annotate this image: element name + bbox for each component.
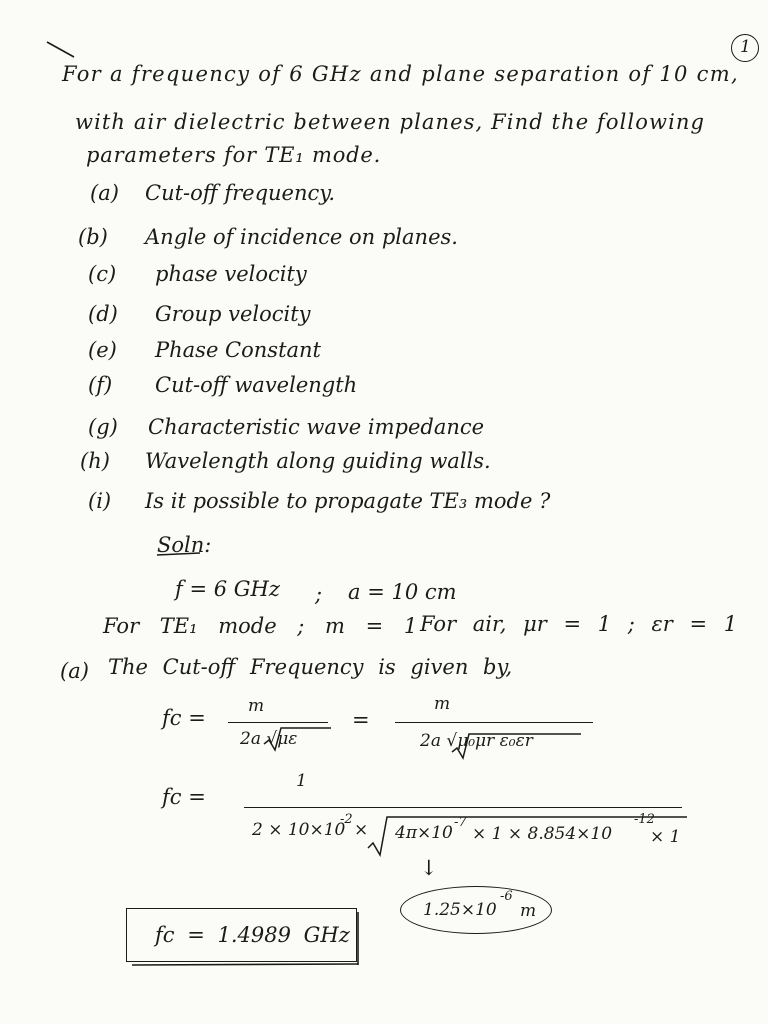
problem-line-3: parameters for TE₁ mode. [86,143,382,167]
frac3-den-b: 4π×10 [395,823,453,843]
frac3-den-b-exp: -7 [454,815,467,830]
item-a-label: (a) [90,181,119,205]
frac3-den-c-exp: -12 [634,812,655,827]
item-b-text: Angle of incidence on planes. [145,225,458,249]
frac3-den-x: × [354,820,369,840]
item-i-label: (i) [88,489,112,513]
item-f-label: (f) [88,373,113,397]
frac2-denominator: 2a √μ₀μr ε₀εr [420,731,533,751]
item-h-label: (h) [80,449,110,473]
item-g-text: Characteristic wave impedance [148,415,485,439]
circled-value-unit: m [520,901,537,921]
item-e-text: Phase Constant [155,338,321,362]
item-b-label: (b) [78,225,108,249]
item-d-text: Group velocity [155,302,311,326]
problem-line-2: with air dielectric between planes, Find the following [75,110,706,134]
frac1-bar [228,722,328,723]
result-fc: fc = 1.4989 GHz [155,923,350,947]
frac3-den-a-exp: -2 [340,812,353,827]
frac1-numerator: m [248,696,265,716]
frac3-bar [244,807,682,808]
item-c-text: phase velocity [155,262,307,286]
frac2-bar [395,722,593,723]
frac3-den-d: × 1 [650,827,681,847]
item-e-label: (e) [88,338,117,362]
down-arrow-icon: ↓ [420,856,438,880]
circled-value: 1.25×10 [423,900,497,920]
item-c-label: (c) [88,262,117,286]
equals-sign: = [352,708,370,732]
item-h-text: Wavelength along guiding walls. [145,449,491,473]
frac2-numerator: m [434,694,451,714]
item-g-label: (g) [88,415,118,439]
item-i-text: Is it possible to propagate TE₃ mode ? [145,489,551,513]
solution-heading: Soln: [157,533,212,557]
item-f-text: Cut-off wavelength [155,373,358,397]
item-a-text: Cut-off frequency. [145,181,335,205]
frac1-denominator: 2a √με [240,729,298,749]
circled-value-exp: -6 [500,889,513,904]
page-number: 1 [740,37,751,57]
given-separator: ; [315,582,323,606]
fc-lhs-2: fc = [162,785,206,809]
air-line: For air, μr = 1 ; εr = 1 [420,612,738,636]
part-a-text: The Cut-off Frequency is given by, [108,655,513,679]
part-a-label: (a) [60,659,89,683]
given-separation: a = 10 cm [348,580,457,604]
fc-lhs: fc = [162,706,206,730]
mode-line: For TE₁ mode ; m = 1 [103,614,418,638]
frac3-den-c: × 1 × 8.854×10 [472,824,613,844]
item-d-label: (d) [88,302,118,326]
frac3-den-a: 2 × 10×10 [252,820,346,840]
given-frequency: f = 6 GHz [175,577,280,601]
frac3-numerator: 1 [296,771,307,791]
problem-line-1: For a frequency of 6 GHz and plane separation of 10 cm, [62,62,739,86]
